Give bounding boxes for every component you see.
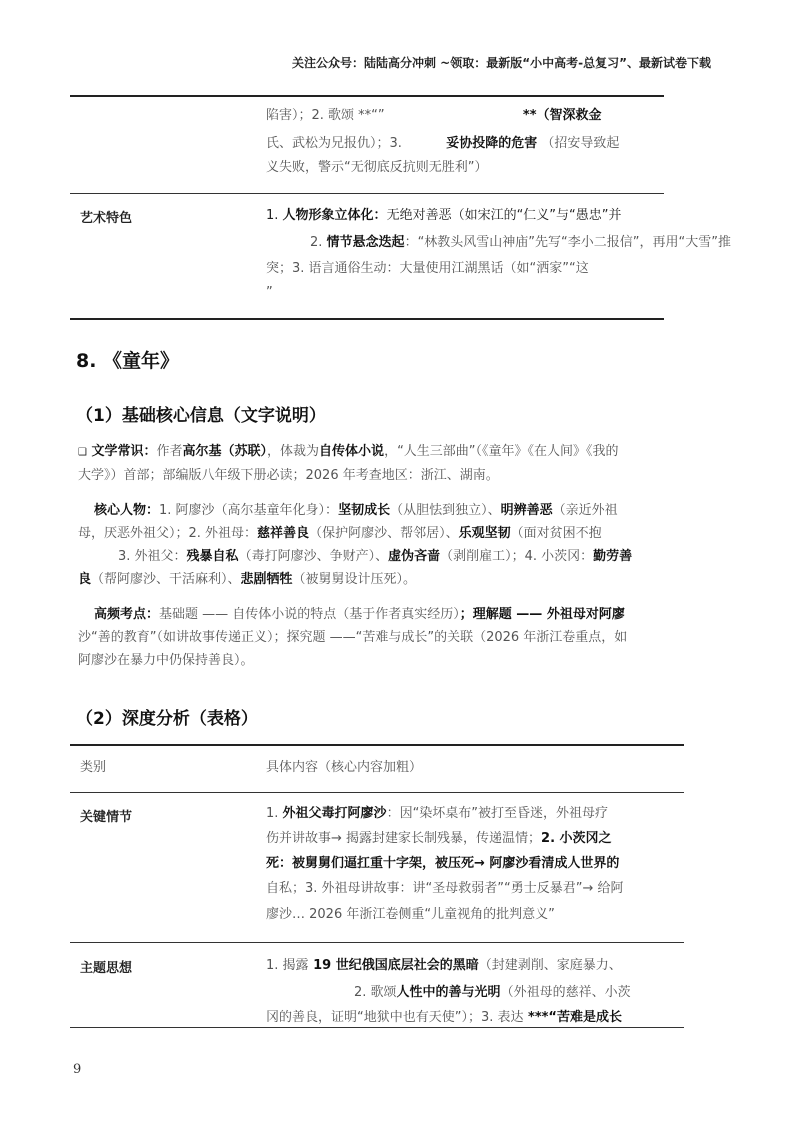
para-text: （从胆怯到独立）、 — [390, 503, 501, 518]
table-cell-art: 突；3. 语言通俗生动：大量使用江湖黑话（如“洒家”“这 — [266, 261, 589, 276]
table-cell-plot: 廖沙… 2026 年浙江卷侧重“儿童视角的批判意义” — [266, 907, 555, 922]
table-cell-continued — [266, 156, 487, 180]
para-text: ，体裁为 — [267, 444, 320, 459]
cell-bold: 2. 小茨冈之 — [541, 831, 612, 846]
para-text: 大学》）首部；部编版八年级下册必读；2026 年考查地区：浙江、湖南。 — [78, 468, 499, 483]
para-bold: 坚韧成长 — [338, 503, 391, 518]
para-text: （被舅舅设计压死）。 — [292, 572, 417, 587]
para-bold: 勤劳善 — [593, 549, 633, 564]
para-text: 阿廖沙在暴力中仍保持善良）。 — [78, 653, 254, 668]
cell-bold: **（智深救金 — [522, 108, 602, 123]
para-bold: 乐观坚韧 — [458, 526, 511, 541]
table-header-rule — [70, 792, 684, 793]
para-text: （毒打阿廖沙、争财产）、 — [238, 549, 389, 564]
table-cell-plot — [266, 852, 619, 876]
table-cell-continued — [266, 132, 619, 156]
cell-line: 死：被舅舅们逼扛重十字架，被压死→ 阿廖沙看清成人世界的 — [266, 856, 620, 871]
para-bold: 明辨善恶 — [500, 503, 553, 518]
cell-line: 1. — [266, 806, 283, 821]
para-text: ，“人生三部曲”（《童年》《在人间》《我的 — [384, 444, 619, 459]
para-text: 作者 — [156, 444, 183, 459]
para-text: （帮阿廖沙、干活麻利）、 — [91, 572, 241, 587]
cell-line: （外祖母的慈祥、小茨 — [500, 985, 631, 1000]
para-bold: 良 — [78, 572, 92, 587]
subsection-title: （1）基础核心信息（文字说明） — [76, 406, 326, 426]
table-top-rule — [70, 95, 664, 97]
cell-line: 2. — [310, 235, 327, 250]
para-text: 3. 外祖父： — [118, 549, 187, 564]
para-text: （剥削雇工）；4. 小茨冈： — [440, 549, 594, 564]
cell-line: （招安导致起 — [541, 136, 620, 151]
table-cell-art — [310, 231, 731, 255]
cell-bold: 外祖父毒打阿廖沙 — [282, 806, 387, 821]
section-title: 8. 《童年》 — [76, 350, 180, 372]
paragraph-core-characters — [78, 499, 738, 591]
para-text: 沙“善的教育”（如讲故事传递正义）；探究题 ——“苦难与成长”的关联（2026 年浙江卷重点，如 — [78, 630, 628, 645]
table-cell-theme — [266, 954, 622, 978]
cell-line: 1. — [266, 208, 283, 223]
para-text: （面对贫困不抱 — [510, 526, 602, 541]
para-bold: 高频考点： — [94, 607, 160, 622]
table-top-rule — [70, 744, 684, 746]
para-bold: 文学常识： — [86, 444, 157, 459]
para-bold: 慈祥善良 — [257, 526, 310, 541]
table-bottom-rule — [70, 318, 664, 320]
cell-line: ：因“染坏桌布”被打至昏迷，外祖母疗 — [386, 806, 609, 821]
table-cell-plot — [266, 802, 608, 826]
cell-bold: 人性中的善与光明 — [396, 985, 501, 1000]
table-header-content: 具体内容（核心内容加粗） — [266, 760, 423, 775]
para-text: 母，厌恶外祖父）；2. 外祖母： — [78, 526, 258, 541]
para-bold: 高尔基（苏联） — [182, 444, 268, 459]
para-text: 1. 阿廖沙（高尔基童年化身）： — [159, 503, 339, 518]
table-bottom-rule — [70, 1027, 684, 1028]
table-header-category: 类别 — [80, 760, 107, 775]
cell-bold: 情节悬念迭起 — [326, 235, 405, 250]
para-bold: 虚伪吝啬 — [388, 549, 441, 564]
para-bold: 残暴自私 — [186, 549, 239, 564]
bullet-icon: ❑ — [78, 447, 87, 458]
cell-bold: 妥协投降的危害 — [446, 136, 538, 151]
cell-line: （封建剥削、家庭暴力、 — [478, 958, 622, 973]
table-cell-plot — [266, 827, 612, 851]
paragraph-exam-points — [78, 603, 738, 672]
cell-bold: 19 世纪俄国底层社会的黑暗 — [308, 958, 479, 973]
para-bold: 核心人物： — [94, 503, 160, 518]
para-bold: ；理解题 —— 外祖母对阿廖 — [459, 607, 625, 622]
paragraph-literary-knowledge — [78, 440, 728, 487]
para-text: 基础题 —— 自传体小说的特点（基于作者真实经历） — [159, 607, 460, 622]
table-row-rule — [70, 942, 684, 943]
page-header: 关注公众号：陆陆高分冲刺 ~领取：最新版“小中高考-总复习”、最新试卷下载 — [292, 56, 711, 70]
cell-line: 2. 歌颂 — [354, 985, 397, 1000]
cell-line: 氏、武松为兄报仇）；3. — [266, 136, 402, 151]
table-cell-theme — [354, 981, 631, 1005]
para-text: （亲近外祖 — [552, 503, 618, 518]
table-cell-art — [266, 204, 622, 228]
table-cell-art: ” — [266, 285, 273, 300]
cell-line: 陷害）；2. 歌颂 **“” — [266, 108, 385, 123]
cell-line: 无绝对善恶（如宋江的“仁义”与“愚忠”并 — [386, 208, 622, 223]
cell-bold: ***“苦难是成长 — [523, 1010, 622, 1025]
cell-line: ：“林教头风雪山神庙”先写“李小二报信”，再用“大雪”推 — [404, 235, 731, 250]
cell-line: 冈的善良，证明“地狱中也有天使”）；3. 表达 — [266, 1010, 524, 1025]
row-label-art: 艺术特色 — [80, 211, 133, 226]
cell-bold: 人物形象立体化： — [282, 208, 387, 223]
para-bold: 自传体小说 — [319, 444, 385, 459]
cell-line: 伤并讲故事→ 揭露封建家长制残暴，传递温情； — [266, 831, 542, 846]
subsection-title: （2）深度分析（表格） — [76, 709, 258, 729]
page-number: 9 — [73, 1062, 82, 1077]
para-text: （保护阿廖沙、帮邻居）、 — [309, 526, 459, 541]
row-label-theme: 主题思想 — [80, 961, 133, 976]
cell-line: 1. 揭露 — [266, 958, 309, 973]
table-cell-plot: 自私；3. 外祖母讲故事：讲“圣母救弱者”“勇士反暴君”→ 给阿 — [266, 881, 624, 896]
para-bold: 悲剧牺牲 — [240, 572, 293, 587]
table-cell-continued — [266, 104, 602, 128]
table-row-rule — [70, 193, 664, 194]
row-label-plot: 关键情节 — [80, 810, 133, 825]
cell-line: 义失败，警示“无彻底反抗则无胜利”） — [266, 160, 488, 175]
